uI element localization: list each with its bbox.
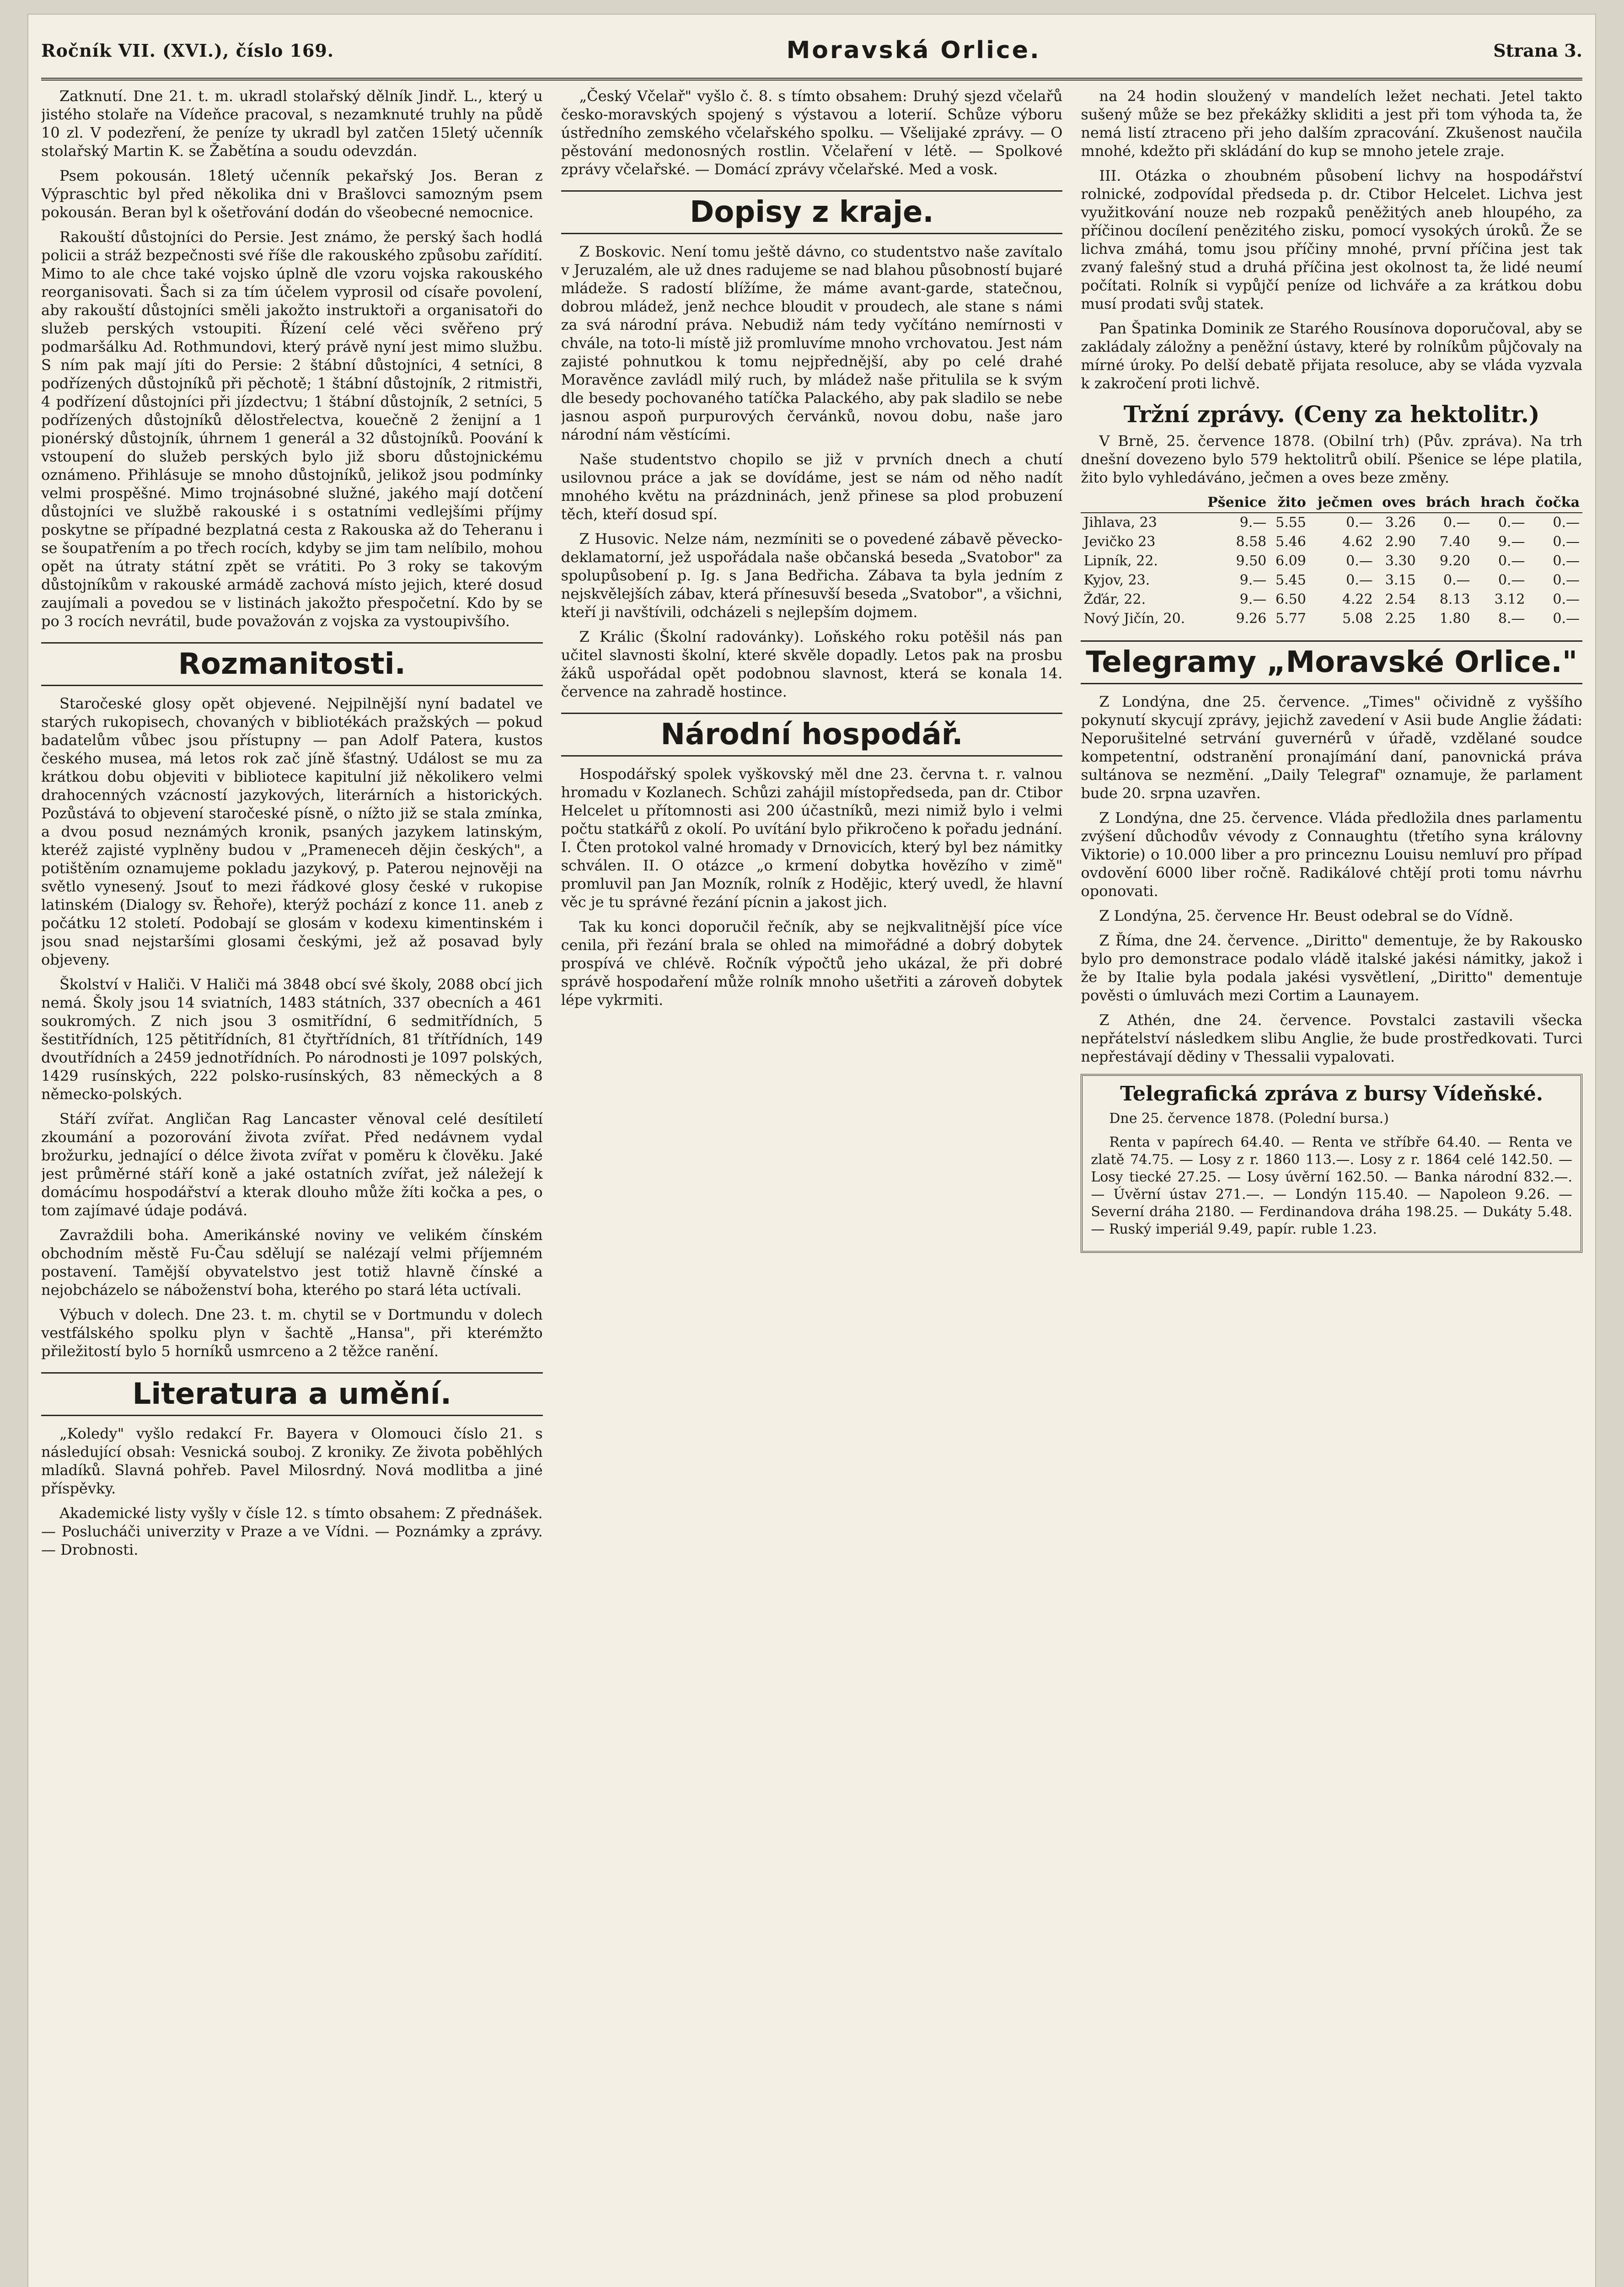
article-koledy: „Koledy" vyšlo redakcí Fr. Bayera v Olomouci číslo 21. s následující obsah: Vesnická souboj. Z kroniky. Ze života poběhlých mladíků. Slavná pohřeb. Pavel Milosrdný. Nová modlitba a jiné příspěvky. <box>41 1425 543 1497</box>
table-cell: 0.— <box>1498 572 1525 588</box>
masthead <box>41 23 1582 81</box>
section-heading-rozmanitosti: Rozmanitosti. <box>41 642 543 686</box>
table-cell: 9.— <box>1239 572 1267 588</box>
table-cell: 0.— <box>1498 515 1525 531</box>
bursa-heading: Telegrafická zpráva z bursy Vídeňské. <box>1120 1082 1544 1106</box>
column-2 <box>561 87 1063 2287</box>
issue-number: Ročník VII. (XVI.), číslo 169. <box>41 40 334 61</box>
telegram-athen: Z Athén, dne 24. července. Povstalci zastavili všecka nepřátelství následkem slibu Anglie, že bude prostředkovati. Turci nepřestávají dědiny v Thessalii vypalovati. <box>1081 1011 1583 1065</box>
bursa-date: Dne 25. července 1878. (Polední bursa.) <box>1109 1111 1389 1127</box>
table-cell: Žďár, 22. <box>1083 591 1146 607</box>
section-heading-dopisy: Dopisy z kraje. <box>561 190 1063 234</box>
table-cell: 0.— <box>1443 572 1470 588</box>
table-cell: 3.15 <box>1385 572 1416 588</box>
price-col-header: brách <box>1419 493 1473 513</box>
table-cell: 9.20 <box>1439 553 1470 569</box>
article-z-kralic: Z Králic (Školní radovánky). Loňského roku potěšil nás pan učitel slavnosti školní, které skvěle dopadly. Letos pak na prosbu žáků uspořádal opět podobnou slavnost, která se konala 14. července na zahradě hostince. <box>561 628 1063 700</box>
table-cell: 0.— <box>1346 572 1373 588</box>
table-cell: 3.26 <box>1385 515 1416 531</box>
table-cell: 4.62 <box>1342 534 1373 550</box>
table-row <box>1081 552 1582 571</box>
grain-price-table <box>1081 493 1582 628</box>
table-cell: 9.— <box>1239 591 1267 607</box>
table-cell: 9.— <box>1498 534 1525 550</box>
table-cell: 2.90 <box>1385 534 1416 550</box>
telegram-londyn-3: Z Londýna, 25. července Hr. Beust odebral se do Vídně. <box>1099 907 1513 924</box>
section-heading-narodni-hospodar: Národní hospodář. <box>561 713 1063 757</box>
table-cell: 1.80 <box>1439 611 1470 627</box>
table-row <box>1081 590 1582 609</box>
table-cell: 3.12 <box>1494 591 1525 607</box>
table-cell: 0.— <box>1346 553 1373 569</box>
price-col-header: oves <box>1376 493 1419 513</box>
table-cell: 8.13 <box>1439 591 1470 607</box>
table-cell: 0.— <box>1553 572 1580 588</box>
table-cell: 0.— <box>1553 553 1580 569</box>
article-akademicke-listy: Akademické listy vyšly v čísle 12. s tímto obsahem: Z přednášek. — Poslucháči univerzity v Praze a ve Vídni. — Poznámky a zprávy. — Drobnosti. <box>41 1504 543 1558</box>
article-hospodarsky-spolek: Hospodářský spolek vyškovský měl dne 23. června t. r. valnou hromadu v Kozlanech. Schůzi zahájil místopředseda, pan dr. Ctibor Helcelet u přítomnosti asi 200 účastníků, mezi nimiž bylo i velmi počtu statkářů z okolí. Po uvítání bylo přikročeno k pořadu jednání. I. Čten protokol valné hromady v Drnovicích, který byl bez námitky schválen. II. O otázce „o krmení dobytka hovězího v zimě" promluvil pan Jan Mozník, rolník z Hodějic, který uvedl, že hlavní věc je tu správné řezání pícnin a jakost jich. <box>561 765 1063 911</box>
section-heading-trzni-zpravy: Tržní zprávy. (Ceny za hektolitr.) <box>1123 401 1540 428</box>
table-cell: 8.58 <box>1236 534 1267 550</box>
table-row <box>1081 532 1582 552</box>
table-cell: 3.30 <box>1385 553 1416 569</box>
table-cell: 5.45 <box>1276 572 1306 588</box>
article-vybuch-v-dolech: Výbuch v dolech. Dne 23. t. m. chytil se v Dortmundu v dolech vestfálského spolku plyn v šachtě „Hansa", při kterémžto přiležitostí bylo 5 horníků usmrceno a 2 těžce ranění. <box>41 1306 543 1360</box>
price-col-header: hrach <box>1473 493 1528 513</box>
table-cell: Nový Jičín, 20. <box>1083 611 1185 627</box>
table-cell: 0.— <box>1346 515 1373 531</box>
price-col-header: žito <box>1269 493 1309 513</box>
article-z-boskovic: Z Boskovic. Není tomu ještě dávno, co studentstvo naše zavítalo v Jeruzalém, ale už dnes radujeme se nad blahou působností bujaré mládeže. S radostí blížíme, že máme avant-garde, statečnou, dobrou mládež, jenž nechce bloudit v proudech, ale stane s námi za svá národní práva. Nebudiž nám tedy vyčítáno nemírnosti v chvále, na toto-li místě již promluvíme mnoho vrchovatou. Jest nám zajisté pohnutkou k tomu nejpřednější, aby po celé drahé Moravěnce zavládl milý ruch, by mládež naše přitulila se k svým dle besedy pochovaného tatíčka Palackého, aby pak sladilo se nebe jasnou aspoň purpurových červánků, novou dobu, naše jaro národní nám věstícími. <box>561 243 1063 443</box>
article-zatknuti: Zatknutí. Dne 21. t. m. ukradl stolařský dělník Jindř. L., který u jistého stolaře na Vídeňce pracoval, s nezamknuté truhly na půdě 10 zl. V podezření, že peníze ty ukradl byl zatčen 15letý učenník stolařský Martin K. se Žabětína a soudu odevzdán. <box>41 87 543 160</box>
table-cell: 0.— <box>1553 591 1580 607</box>
table-row <box>1081 571 1582 590</box>
table-cell: 2.54 <box>1385 591 1416 607</box>
article-staroceske-glosy: Staročeské glosy opět objevené. Nejpilnější nyní badatel ve starých rukopisech, chovaných v bibliotékách pražských — pokud badatelům vůbec jsou přístupny — pan Adolf Patera, kustos českého musea, má letos rok zač jíně šťastný. Událost se mu za krátkou dobu objeviti v bibliotece kapitulní již několikero velmi drahocenných vzácností jazykových, literárních a historických. Pozůstává to objevení staročeské písně, o nížto již se stala zmínka, a dvou posud neznámých kronik, psaných jazykem latinským, kteréž zajisté vyplněny budou v „Prameneceh dějin českých", a potištěním oznamujeme pokladu jazykový, p. Paterou nejnověji na světlo vynesený. Jsouť to mezi řádkové glosy české v rukopise latinském (Dialogy sv. Řehoře), kterýž pochází z konce 11. aneb z počátku 12 století. Podobají se glosám v kodexu kimentinském i jsou snad nejstaršími glosami českými, jež až posavad byly objeveny. <box>41 695 543 968</box>
price-col-header: čočka <box>1528 493 1582 513</box>
table-cell: 6.09 <box>1276 553 1306 569</box>
table-cell: Kyjov, 23. <box>1083 572 1150 588</box>
article-studentstvo: Naše studentstvo chopilo se již v prvních dnech a chutí usilovnou práce a jak se dovídáme, jest se nám od něho nadít mnohého květu na prázdninách, jenž přinese sa plod probuzení těch, kteří dosud spí. <box>561 451 1063 523</box>
table-cell: 0.— <box>1553 534 1580 550</box>
table-cell: 9.26 <box>1236 611 1267 627</box>
article-hospodarsky-spolek-cont: Tak ku konci doporučil řečník, aby se nejkvalitnější píce více cenila, při řezání brala se ohled na mimořádné a dobrý dobytek prospívá ve chlévě. Ročník výpočtů jeho ukázal, že při dobré správě hospodaření může rolník mnoho ušetřiti a zároveň dobytek lépe vykrmiti. <box>561 918 1063 1009</box>
table-cell: Jihlava, 23 <box>1083 515 1157 531</box>
newspaper-page <box>27 14 1596 2287</box>
bursa-box <box>1081 1074 1582 1253</box>
price-col-header: ječmen <box>1309 493 1376 513</box>
article-rakousti-dustojnici: Rakouští důstojníci do Persie. Jest známo, že perský šach hodlá policii a stráž bezpečnosti své říše dle rakouského způsobu zařídití. Mimo to ale chce také vojsko úplně dle vzoru vojska rakouského reorganisovati. Šach si za tím účelem vyprosil od císaře povolení, aby rakouští důstojníci směli jakožto instruktoři a organisatoři do služeb perských vstoupiti. Řízení celé věci svěřeno prý podmaršálku Ad. Rothmundovi, který právě nyní jest mimo službu. S ním pak mají jíti do Persie: 2 štábní důstojníci, 4 setníci, 8 podřízených důstojníků při pěchotě; 1 štábní důstojník, 2 ritmistři, 4 podřízení důstojníci při jízdectvu; 1 štábní důstojník, 2 setníci, 5 podřízených důstojníků dělostřelectva, kouečně 2 ženijní a 1 pionérský důstojník, úhrnem 1 generál a 32 důstojníků. Poování k vstoupení do služeb perských bylo již sboru důstojnickému oznámeno. Přihlásuje se mnoho důstojníků, jelikož jsou podmínky velmi prospěšné. Mimo trojnásobné služné, jakého mají dotčení důstojníci ve službě rakouské i s ostatními vedlejšími příjmy poskytne se případné bezplatná cesta z Rakouska až do Teheranu i se šoupatřením a po třech rocích, kdyby se jim tam nelíbilo, mohou opět na útraty státní zpět se vrátiti. Po 3 roky se takovým důstojníkům v rakouské armádě zachová místo jejich, které dosud zaujímali a povedou se v listinách jakožto přespočetní. Kdo by se po 3 rocích nevrátil, bude považován z vojska za vystoupivšího. <box>41 228 543 630</box>
newspaper-title: Moravská Orlice. <box>786 37 1041 64</box>
article-z-husovic: Z Husovic. Nelze nám, nezmíniti se o povedené zábavě pěvecko-deklamatorní, jež uspořádala naše občanská beseda „Svatobor" za spolupůsobení p. Ig. s Jana Bedřicha. Zábava ta byla jedním z nejskvělejších zábav, která přínesuvší beseda „Svatobor", a všichni, kteří ji navštívili, odcházeli s nejlepším dojmem. <box>561 530 1063 621</box>
table-cell: 2.25 <box>1385 611 1416 627</box>
table-cell: 7.40 <box>1439 534 1470 550</box>
table-row <box>1081 513 1582 532</box>
article-lichva: III. Otázka o zhoubném působení lichvy na hospodářství rolnické, zodpovídal předseda p. dr. Ctibor Helcelet. Lichva jest využitkování nouze neb rozpaků peněžitých aneb hloupého, za příčinou docílení penězitého zisku, pomocí vysokých úroků. Že se lichva zmáhá, tomu jsou příčiny mnohé, první příčina jest tak zvaný falešný stud a druhá příčina jest okolnost ta, že lidé neumí počítati. Rolník si vypůjčí peníze od lichváře a za krátkou dobu musí prodati svůj statek. <box>1081 167 1583 312</box>
table-cell: 0.— <box>1498 553 1525 569</box>
telegram-londyn-2: Z Londýna, dne 25. července. Vláda předložila dnes parlamentu zvýšení důchodův vévody z Connaughtu (třetího syna královny Viktorie) o 10.000 liber a pro princeznu Louisu nemluví pro případ ovdovění 6000 liber ročně. Radikálové chtějí proti tomu návrhu oponovati. <box>1081 809 1583 900</box>
article-skolstvi-v-halici: Školství v Haliči. V Haliči má 3848 obcí své školy, 2088 obcí jich nemá. Školy jsou 14 sviatních, 1483 státních, 337 obecních a 461 soukromých. Z nich jsou 3 osmitřídní, 6 sedmitřídních, 5 šestitřídních, 125 pětitřídních, 81 čtyřtřídních, 81 třítřídních, 149 dvoutřídních a 2459 jednotřídních. Po národnosti je 1097 polských, 1429 rusínských, 222 polsko-rusínských, 83 německých a 8 německo-polských. <box>41 976 543 1103</box>
table-cell: 0.— <box>1553 515 1580 531</box>
article-jetel: na 24 hodin sloužený v mandelích ležet nechati. Jetel takto sušený může se bez překážky skliditi a jest při tom výhoda ta, že nemá listí ztraceno při jeho dalším zpracování. Zkušenost naučila mnohé, kdežto při skládání do kup se mnoho jetele zraje. <box>1081 87 1583 160</box>
table-cell: 0.— <box>1553 611 1580 627</box>
table-cell: 9.— <box>1239 515 1267 531</box>
section-heading-literatura: Literatura a umění. <box>41 1372 543 1416</box>
article-spatinka: Pan Špatinka Dominik ze Starého Rousínova doporučoval, aby se zakládaly záložny a peněžní ústavy, které by rolníkům půjčovaly na mírné úroky. Po delší debatě přijata resoluce, aby se vláda vyzvala k zakročení proti lichvě. <box>1081 320 1583 392</box>
price-col-header <box>1081 493 1198 513</box>
article-brno-trh: V Brně, 25. července 1878. (Obilní trh) (Pův. zpráva). Na trh dnešní dovezeno bylo 579 hektolitrů obilí. Pšenice se lépe platila, žito bylo vyhledáváno, ječmen a oves beze změny. <box>1081 432 1583 486</box>
table-cell: 8.— <box>1498 611 1525 627</box>
page-number: Strana 3. <box>1493 40 1582 61</box>
article-zavrazdili-boha: Zavraždili boha. Amerikánské noviny ve velikém čínském obchodním městě Fu-Čau sdělují se nalézají velmi příjemném postavení. Tamější obyvatelstvo jest totiž hlavně čínské a nejobcházelo se náboženství boha, kterého po stará léta uctívali. <box>41 1226 543 1299</box>
article-psem-pokousan: Psem pokousán. 18letý učenník pekařský Jos. Beran z Výpraschtic byl před několika dni v Brašlovci samozným psem pokousán. Beran byl k ošetřování dodán do všeobecné nemocnice. <box>41 167 543 221</box>
price-table-header <box>1081 493 1582 513</box>
price-col-header: Pšenice <box>1198 493 1269 513</box>
table-cell: 4.22 <box>1342 591 1373 607</box>
table-cell: Jevičko 23 <box>1083 534 1156 550</box>
telegram-rim: Z Říma, dne 24. července. „Diritto" dementuje, že by Rakousko bylo pro demonstrace podalo vládě italské jakési námitky, jakož i že by Italie byla podala jakési vysvětlení, „Diritto" dementuje pověsti o úmluvách mezi Cortim a Launayem. <box>1081 932 1583 1004</box>
table-cell: 9.50 <box>1236 553 1267 569</box>
telegram-londyn-1: Z Londýna, dne 25. července. „Times" očividně z vyššího pokynutí skycují zprávy, jejichž zavedení v Asii bude Anglie žádati: Neporušitelné setrvání guvernérů v úřadě, vzdělané soudce kompetentní, odstranění pronajímání daní, panovnická práva sultánova se nezmění. „Daily Telegraf" oznamuje, že parlament bude 20. srpna uzavřen. <box>1081 693 1583 802</box>
article-stari-zvirat: Stáří zvířat. Angličan Rag Lancaster věnoval celé desítiletí zkoumání a pozorování života zvířat. Před nedávnem vydal brožurku, jednající o délce života zvířat v poměru k člověku. Jaké jest průměrné stáří koně a jaké ostatních zvířat, jež náležejí k domácímu hospodářství a kterak dlouho může žíti kočka a pes, o tom zajímavé údaje podává. <box>41 1110 543 1219</box>
table-cell: 0.— <box>1443 515 1470 531</box>
table-cell: 5.46 <box>1276 534 1306 550</box>
columns <box>41 87 1582 2287</box>
table-cell: 5.55 <box>1276 515 1306 531</box>
section-heading-telegramy: Telegramy „Moravské Orlice." <box>1081 640 1582 684</box>
table-row <box>1081 609 1582 628</box>
table-cell: 5.77 <box>1276 611 1306 627</box>
table-cell: Lipník, 22. <box>1083 553 1158 569</box>
article-cesky-vcelar: „Český Včelař" vyšlo č. 8. s tímto obsahem: Druhý sjezd včelařů česko-moravských spojený s výstavou a loterií. Schůze výboru ústředního zemského včelařského spolku. — Všelijaké zprávy. — O pěstování medonosných rostlin. Včelaření v létě. — Spolkové zprávy včelařské. — Domácí zprávy včelařské. Med a vosk. <box>561 87 1063 178</box>
table-cell: 5.08 <box>1342 611 1373 627</box>
column-1 <box>41 87 543 2287</box>
table-cell: 6.50 <box>1276 591 1306 607</box>
column-3 <box>1081 87 1582 2287</box>
bursa-text: Renta v papírech 64.40. — Renta ve stříbře 64.40. — Renta ve zlatě 74.75. — Losy z r. 1860 113.—. Losy z r. 1864 celé 142.50. — Losy tiecké 27.25. — Losy úvěrní 162.50. — Banka národní 832.—. — Úvěrní ústav 271.—. — Londýn 115.40. — Napoleon 9.26. — Severní dráha 2180. — Ferdinandova dráha 198.25. — Dukáty 5.48. — Ruský imperiál 9.49, papír. ruble 1.23. <box>1091 1134 1573 1237</box>
